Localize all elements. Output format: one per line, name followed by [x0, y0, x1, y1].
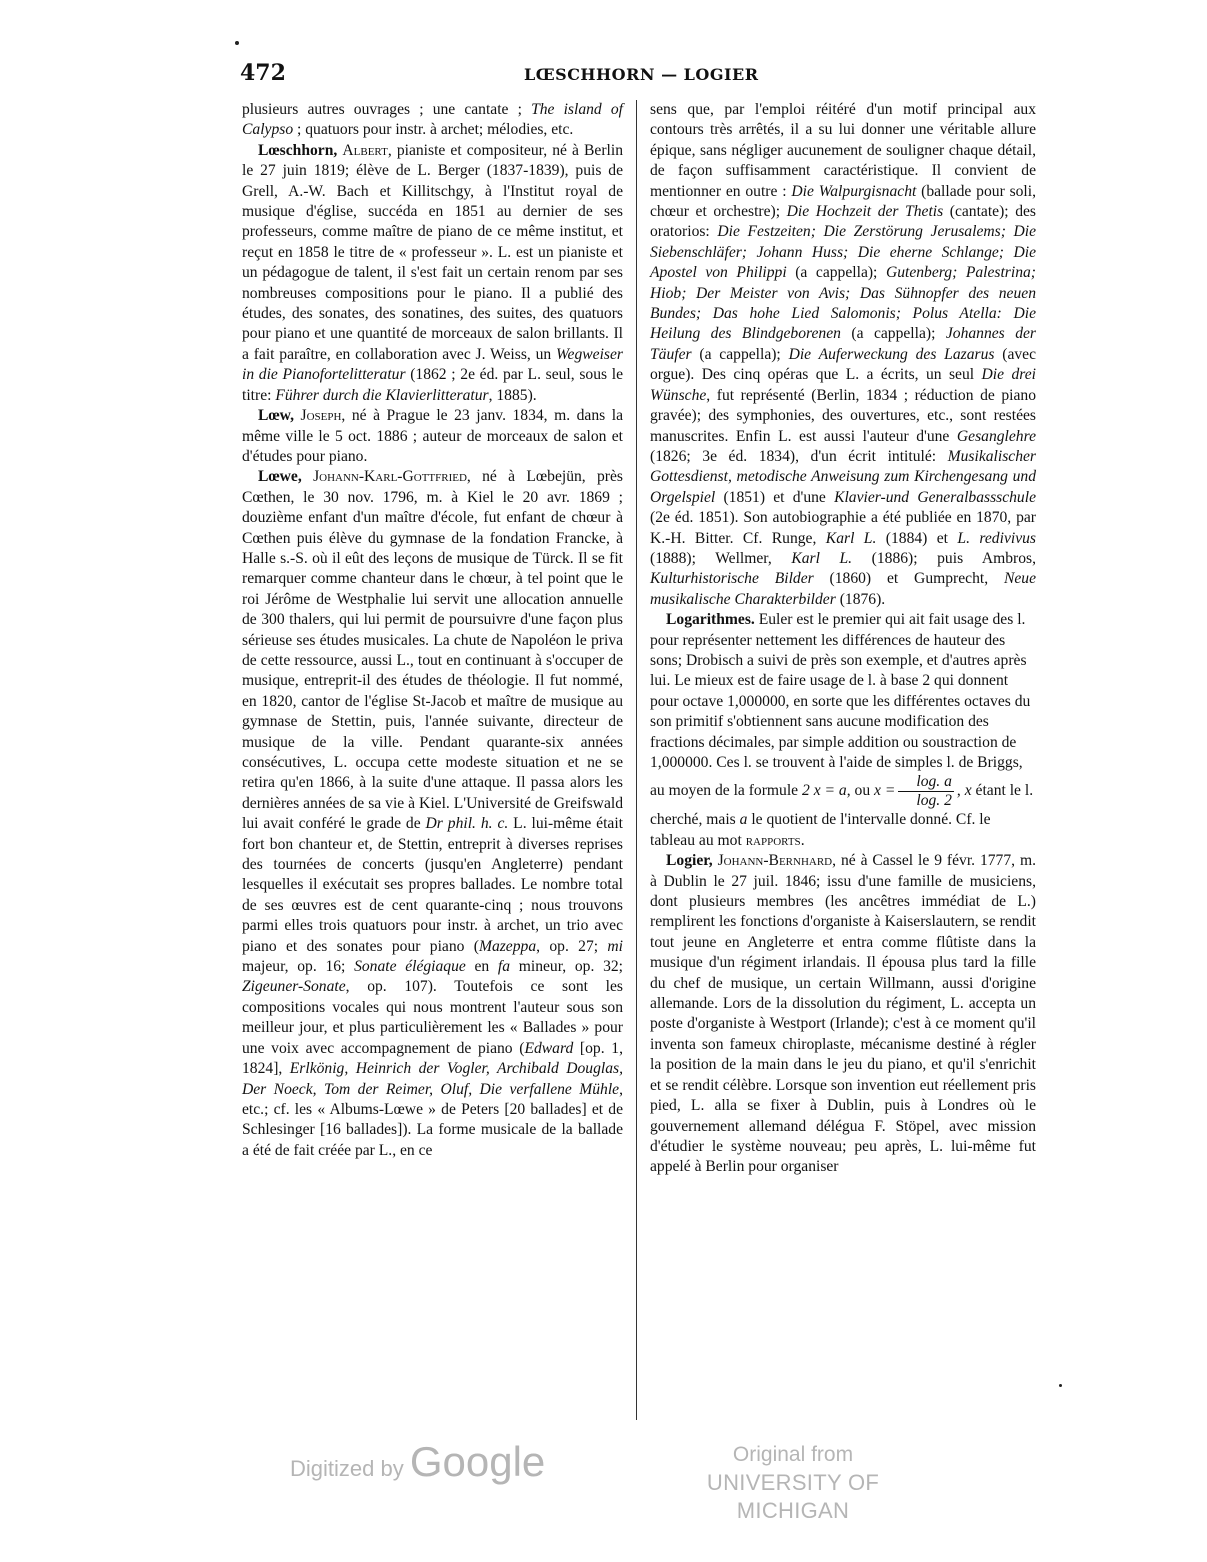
entry-text: , op. 27; — [536, 937, 608, 955]
entry-text: mineur, op. 32; — [510, 958, 623, 976]
entry-text: Euler est le premier qui ait fait usage des l. pour représenter nettement les différences de hauteur des sons; Drobisch a suivi de près son exemple, et d'autres après lui. Le mieux est de faire usage de l. à base 2 qui donnent pour octave 1,000000, en sorte que les différentes octaves du son primitif s'obtiennent sans aucune modification des fractions décimales, par simple addition ou soustraction de 1,000000. Ces l. se trouvent à l'aide de simples l. de Briggs, au moyen de la formule — [650, 611, 1031, 800]
entry-text: , — [956, 782, 965, 800]
key-name: fa — [497, 958, 511, 976]
entry-logarithmes — [650, 610, 1036, 851]
work-title: Karl L. — [825, 529, 877, 547]
work-title: Die drei Wünsche — [650, 366, 1036, 404]
work-title: Gutenberg; Palestrina; Hiob; Der Meister von Avis; Das Sühnopfer des neuen Bundes; Das hohe Lied Salomonis; Polus Atella: Die Heilung des Blindgeborenen — [650, 264, 1036, 343]
key-name: mi — [607, 937, 624, 955]
work-title: Die Auferweckung des Lazarus — [788, 345, 995, 363]
right-column — [650, 100, 1036, 1178]
entry-text: (2e éd. 1851). Son autobiographie a été publiée en 1870, par K.-H. Bitter. Cf. Runge, — [650, 509, 1036, 547]
entry-headword: Lœw, — [258, 407, 294, 425]
speck-dot — [235, 41, 239, 45]
entry-text: (a cappella); — [840, 325, 946, 343]
work-title: Gesanglehre — [956, 427, 1036, 445]
entry-text: plusieurs autres ouvrages ; une cantate ; — [242, 101, 532, 118]
entry-text: étant le l. cherché, mais — [650, 782, 1034, 829]
formula-text: x = — [874, 782, 896, 800]
entry-loewe — [242, 467, 623, 1161]
work-title: Neue musikalische Charakterbilder — [650, 570, 1036, 608]
work-title: Johannes der Täufer — [650, 325, 1036, 363]
original-from-watermark — [668, 1441, 918, 1525]
entry-text: , fut représenté (Berlin, 1834 ; réduction de piano gravée); des symphonies, des ouvertures, etc., sont restées manuscrites. Enfin L. est aussi l'auteur d'une — [650, 386, 1036, 445]
entry-text: (1851) et d'une — [715, 488, 835, 506]
work-title: Die Hochzeit der Thetis — [786, 203, 944, 221]
page-header — [240, 60, 1040, 92]
entry-text: , 1885). — [488, 386, 537, 404]
digitized-by-google-watermark — [290, 1438, 545, 1486]
entry-text: , né à Lœbejün, près Cœthen, le 30 nov. 1796, m. à Kiel le 20 avr. 1869 ; douzième enfant d'un maître d'école, fut enfant de chœur à Cœthen puis élève du gymnase de la fondation Francke, à Halle s.-S. où il eût des leçons de musique de Türck. Il se fit remarquer comme chanteur dans le chœur, à tel point que le roi Jérôme de Westphalie lui servit une allocation annuelle de 300 thalers, qui lui permit de poursuivre d'une façon plus sérieuse ses études musicales. La chute de Napoléon le priva de cette ressource, aussi L., tout en continuant à s'occuper de musique, entreprit-il des études de théologie. Il fut nommé, en 1820, cantor de l'église St-Jacob et maître de musique au gymnase de Stettin, puis, l'année suivante, directeur de musique de la ville. Pendant quarante-six années consécutives, L. occupa cette modeste situation et ne se retira qu'en 1866, à la suite d'une attaque. Il passa alors les dernières années de sa vie à Kiel. L'Université de Greifswald lui avait conféré le grade de — [242, 468, 623, 833]
work-title: Zigeuner-Sonate — [242, 978, 346, 996]
google-wordmark: Google — [409, 1438, 546, 1485]
entry-text: sens que, par l'emploi réitéré d'un motif principal aux contours très arrêtés, il a su lui donner une véritable allure épique, sans négliger aucunement de souligner chaque détail, de façon suffisamment caractéristique. Il convient de mentionner en outre : — [650, 101, 1036, 200]
left-column — [242, 100, 623, 1161]
entry-text: (a cappella); — [786, 264, 886, 282]
entry-text: , op. 107). Toutefois ce sont les compositions vocales qui nous montrent l'auteur sous son meilleur jour, et plus particulièrement les « Ballades » pour une voix avec accompagnement de piano ( — [242, 978, 623, 1057]
entry-forename: Albert — [342, 141, 388, 159]
entry-text: (1826; 3e éd. 1834), d'un écrit intitulé: — [650, 447, 948, 465]
work-title: Führer durch die Klavierlitteratur — [275, 386, 489, 404]
entry-text: le quotient de l'intervalle donné. Cf. le tableau au mot — [650, 811, 991, 849]
cross-reference: rapports — [745, 831, 801, 849]
entry-text: (1876). — [835, 590, 886, 608]
entry-forename: Joseph — [300, 407, 342, 425]
entry-text: , pianiste et compositeur, né à Berlin le 27 juin 1819; élève de L. Berger (1837-1839), puis de Grell, A.-W. Bach et Killitschgy, à l'Institut royal de musique d'église, succéda en 1851 au dernier de ses professeurs, comme maître de piano de ce même institut, et reçut en 1858 le titre de « professeur ». L. est un pianiste et un pédagogue de talent, il s'est fait un certain renom par ses nombreuses compositions pour le piano. Il a publié des études, des sonates, des sonatines, des suites, des quatuors pour piano et une quantité de morceaux de salon brillants. Il a fait paraître, en collaboration avec J. Weiss, un — [242, 141, 623, 363]
work-title: The island of Calypso — [242, 101, 623, 139]
original-from-label: Original from — [732, 1443, 854, 1466]
work-title: Klavier-und Generalbassschule — [834, 488, 1036, 506]
entry-text: , né à Prague le 23 janv. 1834, m. dans la même ville le 5 oct. 1886 ; auteur de morceaux de salon et d'études pour piano. — [242, 407, 623, 465]
work-title: Mazeppa — [478, 937, 537, 955]
fraction-numerator: log. a — [898, 773, 954, 792]
entry-text: (1886); puis Ambros, — [852, 549, 1036, 567]
work-title: Die Walpurgisnacht — [791, 182, 917, 200]
formula-text: a — [739, 811, 748, 829]
formula-text: x — [964, 782, 972, 800]
degree-title: Dr phil. h. c. — [425, 815, 509, 833]
work-title: Wegweiser in die Pianofortelitteratur — [242, 345, 623, 384]
speck-dot — [1059, 1384, 1062, 1387]
entry-text: L. lui-même était fort bon chanteur et, de Stettin, entreprit à diverses reprises des tournées de concerts (jusqu'en Angleterre) pendant lesquelles il exécutait ses propres ballades. Le nombre total de ses œuvres est de cent quarante-cinq ; nous trouvons parmi elles trois quatuors pour instr. à archet, un trio avec piano et des sonates pour piano ( — [242, 815, 623, 955]
entry-text: ; quatuors pour instr. à archet; mélodies, etc. — [293, 121, 574, 139]
entry-logier — [650, 851, 1036, 1178]
work-title: Sonate élégiaque — [354, 958, 466, 976]
fraction-denominator: log. 2 — [916, 792, 952, 810]
entry-forename: Johann-Bernhard — [717, 852, 833, 870]
entry-text: [op. 1, 1824], — [242, 1039, 623, 1078]
column-divider — [636, 100, 637, 1420]
work-title: Erlkönig, Heinrich der Vogler, Archibald Douglas, Der Noeck, Tom der Reimer, Oluf, Die verfallene Mühle — [242, 1060, 623, 1098]
entry-text: (a cappella); — [691, 345, 789, 363]
entry-text: , etc.; cf. les « Albums-Lœwe » de Peters [20 ballades] et de Schlesinger [16 ballades]). La forme musicale de la ballade a été de fait créée par L., en ce — [242, 1080, 623, 1159]
entry-text: (avec orgue). Des cinq opéras que L. a écrits, un seul — [650, 345, 1037, 384]
entry-continuation — [650, 100, 1036, 610]
entry-text: . — [800, 831, 805, 849]
entry-text: (ballade pour soli, chœur et orchestre); — [650, 182, 1036, 221]
entry-text: (cantate); des oratorios: — [650, 203, 1036, 241]
entry-text: en — [465, 958, 498, 976]
entry-headword: Logier, — [666, 852, 713, 870]
entry-loew — [242, 406, 623, 467]
entry-text: majeur, op. 16; — [242, 958, 355, 976]
entry-text: (1860) et Gumprecht, — [813, 570, 1004, 588]
entry-headword: Lœschhorn, — [258, 141, 338, 159]
formula-fraction — [898, 773, 954, 810]
work-title: L. redivivus — [957, 529, 1036, 547]
entry-text: (1888); Wellmer, — [650, 549, 792, 567]
entry-forename: Johann-Karl-Gottfried — [313, 468, 467, 486]
entry-continuation — [242, 100, 623, 141]
entry-text: , ou — [846, 782, 875, 800]
page-number: 472 — [240, 60, 286, 86]
work-title: Karl L. — [791, 549, 853, 567]
university-label: UNIVERSITY OF MICHIGAN — [706, 1470, 880, 1523]
entry-headword: Lœwe, — [258, 468, 302, 486]
entry-loeschhorn — [242, 141, 623, 406]
formula-text: 2 x = a — [802, 782, 847, 800]
work-title: Edward — [524, 1039, 574, 1057]
digitized-label: Digitized by — [290, 1456, 410, 1481]
work-title: Kulturhistorische Bilder — [650, 570, 814, 588]
entry-headword: Logarithmes. — [666, 611, 755, 629]
entry-text: (1884) et — [876, 529, 958, 547]
entry-text: , né à Cassel le 9 févr. 1777, m. à Dublin le 27 juil. 1846; issu d'une famille de musiciens, dont plusieurs membres (les ancêtres immédiat de L.) remplirent les fonctions d'organiste à Kaiserslautern, se rendit tout jeune en Angleterre et entra comme flûtiste dans la musique d'un régiment irlandais. Il épousa plus tard la fille du chef de musique, un certain Willmann, aussi d'origine allemande. Lors de la dissolution du régiment, L. accepta un poste d'organiste à Westport (Irlande); c'est à ce moment qu'il inventa son fameux chiroplaste, mécanisme destiné à régler la position de la main dans le jeu du piano, et qu'il s'enrichit et se rendit célèbre. Lorsque son invention eut réellement pris pied, L. alla se fixer à Dublin, puis à Londres où le gouvernement allemand délégua F. Stöpel, avec mission d'étudier le système nouveau; peu après, L. lui-même fut appelé à Berlin pour organiser — [650, 852, 1036, 1176]
work-title: Musikalischer Gottesdienst, metodische Anweisung zum Kirchengesang und Orgelspiel — [650, 447, 1036, 506]
work-title: Die Festzeiten; Die Zerstörung Jerusalems; Die Siebenschläfer; Johann Huss; Die eherne Schlange; Die Apostel von Philippi — [650, 223, 1036, 282]
entry-text: (1862 ; 2e éd. par L. seul, sous le titre: — [242, 366, 623, 404]
running-head: LŒSCHHORN — LOGIER — [524, 65, 759, 84]
